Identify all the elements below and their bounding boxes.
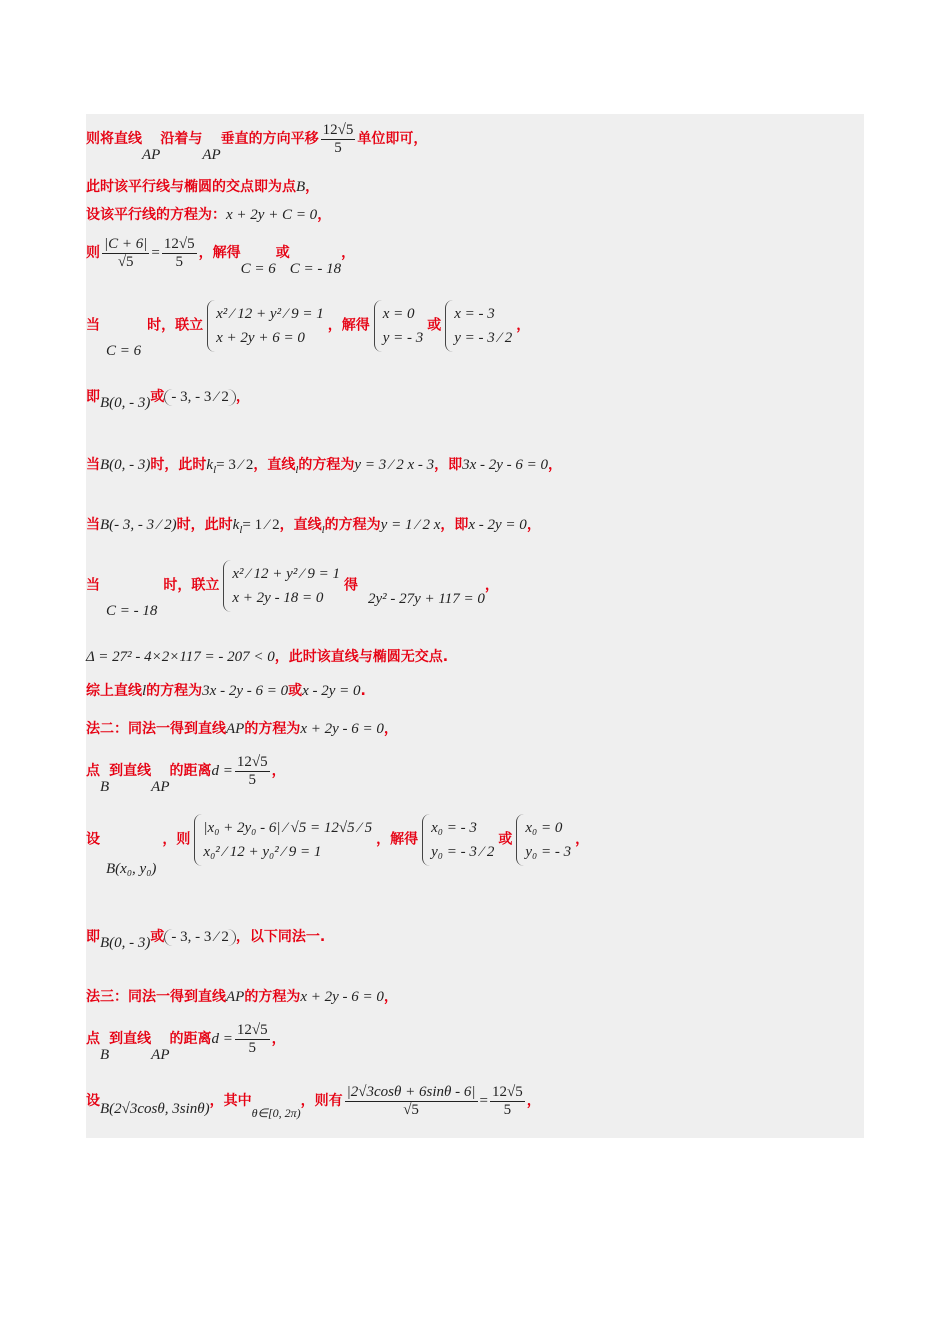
text: ，: [383, 721, 398, 737]
text: 设: [86, 831, 100, 848]
text: 当: [86, 577, 100, 594]
math-ap: AP: [226, 721, 245, 737]
line-14: [86, 814, 589, 878]
system-row: x = 0: [382, 306, 415, 322]
text: ，: [317, 207, 332, 223]
text: .: [360, 683, 366, 699]
equals: =: [479, 1092, 488, 1109]
numerator: 12√5: [236, 754, 268, 770]
denominator: 5: [175, 254, 183, 270]
text: 的方程为: [244, 721, 301, 737]
text: 时，此时: [150, 457, 207, 473]
text: 到直线: [109, 762, 152, 779]
math-ap: AP: [151, 1046, 170, 1063]
text: ，以下同法一.: [235, 929, 326, 945]
text: ，解得: [198, 244, 241, 261]
math-slope-value: = 1 ⁄ 2: [242, 517, 280, 533]
solution-system: [374, 300, 424, 352]
math-condition: C = 6: [106, 343, 142, 360]
text: ，解得: [327, 317, 370, 334]
text: 得: [343, 577, 358, 594]
text: 到直线: [109, 1030, 152, 1047]
paren-point: - 3, - 3 ⁄ 2: [164, 389, 236, 406]
text: 的方程为: [146, 683, 203, 699]
denominator: 5: [248, 1040, 256, 1056]
system-row: y₀ = - 3: [525, 844, 572, 860]
text: 或: [288, 683, 303, 699]
fraction: [102, 236, 149, 271]
text: 的方程为: [244, 989, 301, 1005]
math-d: d =: [211, 1030, 233, 1047]
math-d: d =: [211, 762, 233, 779]
math-point: B(x₀, y₀): [106, 861, 157, 878]
line-4: [86, 236, 355, 278]
math-result: 3x - 2y - 6 = 0: [462, 457, 549, 473]
line-3: [86, 204, 331, 224]
line-13: [86, 754, 286, 796]
math-discriminant: Δ = 27² - 4×2×117 = - 207 < 0: [86, 649, 275, 665]
text: 即: [86, 929, 100, 945]
text: ，: [484, 577, 499, 594]
text: ，: [235, 389, 250, 405]
math-line-name: l: [295, 464, 299, 476]
text: ，即: [434, 457, 463, 473]
system-row: y = - 3: [382, 330, 424, 346]
math-ap: AP: [142, 146, 161, 163]
text: 或: [427, 317, 442, 334]
system-row: x² ⁄ 12 + y² ⁄ 9 = 1: [232, 566, 340, 582]
system-row: x₀ = 0: [525, 820, 563, 836]
text: ，则: [162, 831, 191, 848]
numerator: 12√5: [491, 1084, 523, 1100]
text: ，直线: [279, 517, 322, 533]
line-8: [86, 514, 541, 536]
system-row: x² ⁄ 12 + y² ⁄ 9 = 1: [216, 306, 324, 322]
line-7: [86, 454, 562, 476]
system-row: |x₀ + 2y₀ - 6| ⁄ √5 = 12√5 ⁄ 5: [203, 820, 373, 836]
math-point: B(0, - 3): [100, 935, 151, 951]
text: 则: [86, 244, 100, 261]
math-point: B(2√3cosθ, 3sinθ): [100, 1100, 210, 1117]
text: 时，联立: [147, 317, 204, 334]
line-11: [86, 680, 366, 700]
math-point: B(- 3, - 3 ⁄ 2): [100, 517, 177, 533]
text: 法二：同法一得到直线: [86, 721, 226, 737]
system-row: x + 2y - 18 = 0: [232, 590, 324, 606]
math-result: x - 2y = 0: [468, 517, 527, 533]
math-slope-value: = 3 ⁄ 2: [216, 457, 254, 473]
text: ，: [548, 457, 563, 473]
math-line-name: l: [142, 683, 147, 699]
line-2: [86, 176, 319, 196]
fraction: [162, 236, 197, 271]
numerator: 12√5: [163, 236, 195, 252]
fraction: [235, 754, 270, 789]
text: 当: [86, 517, 100, 533]
text: 设: [86, 1092, 100, 1109]
text: ，: [271, 1030, 286, 1047]
fraction: [235, 1022, 270, 1057]
text: 或: [150, 389, 165, 405]
text: ，: [526, 1092, 541, 1109]
text: 此时该平行线与椭圆的交点即为点: [86, 179, 296, 195]
equation-system: [223, 560, 340, 612]
text: 的距离: [169, 762, 212, 779]
text: 点: [86, 1030, 100, 1047]
equation-system: [194, 814, 372, 866]
math-slope: k: [206, 457, 214, 473]
numerator: |C + 6|: [104, 236, 148, 252]
text: 的方程为: [298, 457, 355, 473]
text: 垂直的方向平移: [220, 130, 319, 147]
text: 法三：同法一得到直线: [86, 989, 226, 1005]
text: 点: [86, 762, 100, 779]
denominator: √5: [117, 254, 134, 270]
math-subscript: l: [239, 524, 243, 536]
text: 设该平行线的方程为：: [86, 207, 226, 223]
text: ，即: [440, 517, 469, 533]
text: ，: [271, 762, 286, 779]
math-range: θ∈[0, 2π): [251, 1105, 301, 1120]
math-equation: y = 1 ⁄ 2 x: [380, 517, 441, 533]
line-6: [86, 386, 250, 412]
line-18: [86, 1084, 541, 1121]
system-row: y₀ = - 3 ⁄ 2: [431, 844, 495, 860]
line-17: [86, 1022, 286, 1064]
text: ，则有: [300, 1092, 343, 1109]
math-subscript: l: [213, 464, 217, 476]
text: 的方程为: [324, 517, 381, 533]
line-5: [86, 300, 530, 360]
math-point: B: [100, 1046, 110, 1063]
numerator: 12√5: [322, 122, 354, 138]
math-c2: C = - 18: [289, 260, 342, 277]
text: 时，联立: [163, 577, 220, 594]
solution-system: [516, 814, 571, 866]
math-condition: C = - 18: [106, 603, 158, 620]
math-equation: 3x - 2y - 6 = 0: [202, 683, 289, 699]
solution-system: [422, 814, 494, 866]
line-10: [86, 646, 448, 666]
math-point: B(0, - 3): [100, 395, 151, 411]
equation-system: [207, 300, 324, 352]
text: 或: [150, 929, 165, 945]
denominator: 5: [248, 772, 256, 788]
numerator: 12√5: [236, 1022, 268, 1038]
math-point: B(0, - 3): [100, 457, 151, 473]
math-equation: x + 2y + C = 0: [226, 207, 318, 223]
text: 时，此时: [176, 517, 233, 533]
text: ，: [341, 244, 356, 261]
text: ，: [516, 317, 531, 334]
denominator: 5: [503, 1102, 512, 1118]
math-slope: k: [232, 517, 240, 533]
fraction: [321, 122, 356, 157]
paren-point: - 3, - 3 ⁄ 2: [164, 929, 236, 946]
math-line-name: l: [321, 524, 325, 536]
equals: =: [151, 244, 160, 261]
text: ，其中: [209, 1092, 252, 1109]
math-equation: y = 3 ⁄ 2 x - 3: [354, 457, 435, 473]
text: 或: [498, 831, 513, 848]
solution-panel: [86, 114, 864, 1138]
system-row: x + 2y + 6 = 0: [216, 330, 305, 346]
text: 或: [275, 244, 290, 261]
text: 沿着与: [160, 130, 203, 147]
denominator: 5: [334, 140, 342, 156]
line-12: [86, 718, 398, 738]
text: 当: [86, 317, 100, 334]
line-16: [86, 986, 398, 1006]
text: ，: [383, 989, 398, 1005]
math-point: B: [296, 179, 306, 195]
text: 当: [86, 457, 100, 473]
math-result: 2y² - 27y + 117 = 0: [367, 591, 485, 608]
fraction: [345, 1084, 478, 1119]
math-point: B: [100, 778, 110, 795]
line-9: [86, 560, 499, 620]
text: 则将直线: [86, 130, 142, 147]
text: ，直线: [253, 457, 296, 473]
text: 即: [86, 389, 100, 405]
text: 单位即可，: [357, 130, 428, 147]
line-1: [86, 122, 427, 164]
solution-system: [445, 300, 512, 352]
system-row: x = - 3: [454, 306, 495, 322]
denominator: √5: [403, 1102, 419, 1118]
text: ，此时该直线与椭圆无交点.: [274, 649, 449, 665]
system-row: x₀² ⁄ 12 + y₀² ⁄ 9 = 1: [203, 844, 322, 860]
line-15: [86, 926, 325, 952]
math-equation: x - 2y = 0: [302, 683, 361, 699]
fraction: [490, 1084, 525, 1119]
numerator: |2√3cosθ + 6sinθ - 6|: [346, 1084, 476, 1100]
system-row: x₀ = - 3: [431, 820, 477, 836]
text: ，: [305, 179, 320, 195]
text: ，: [526, 517, 541, 533]
text: ，解得: [376, 831, 419, 848]
math-equation: x + 2y - 6 = 0: [300, 989, 384, 1005]
system-row: y = - 3 ⁄ 2: [454, 330, 513, 346]
math-ap: AP: [151, 778, 170, 795]
text: ，: [575, 831, 590, 848]
text: 综上直线: [86, 683, 142, 699]
math-equation: x + 2y - 6 = 0: [300, 721, 384, 737]
math-ap: AP: [226, 989, 245, 1005]
math-ap: AP: [202, 146, 221, 163]
math-c1: C = 6: [240, 260, 276, 277]
text: 的距离: [169, 1030, 212, 1047]
